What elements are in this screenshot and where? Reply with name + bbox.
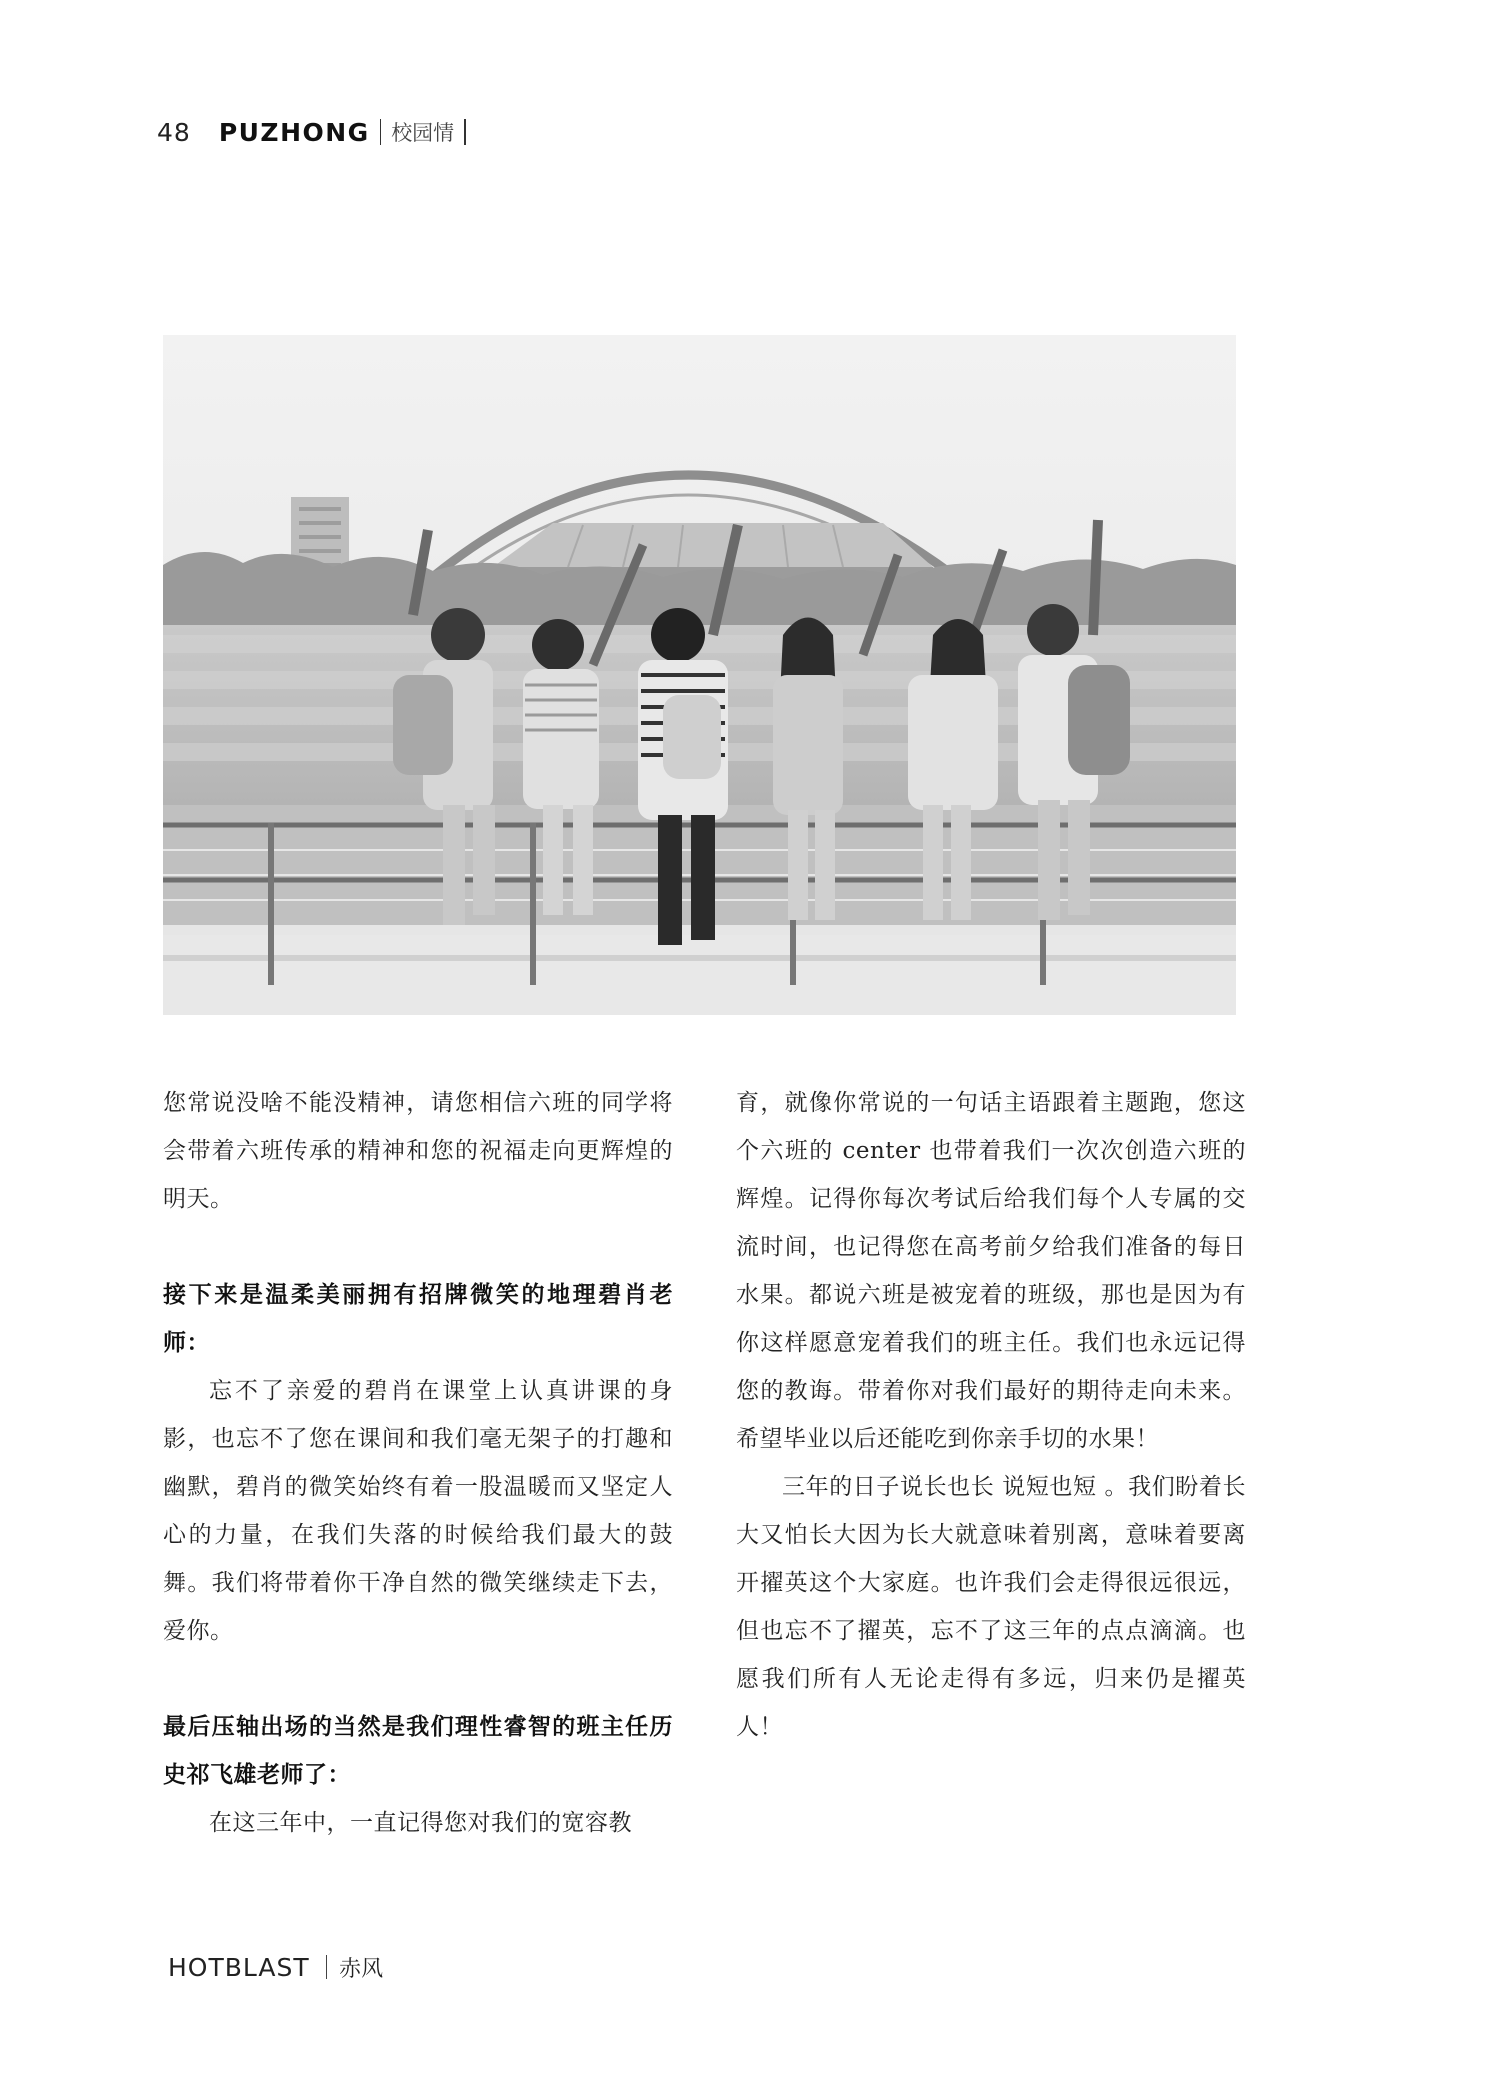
section-heading: 最后压轴出场的当然是我们理性睿智的班主任历史祁飞雄老师了：	[163, 1714, 673, 1788]
footer-label: 赤风	[339, 1956, 384, 1982]
article-column-left	[163, 1079, 673, 1847]
article-column-right	[736, 1079, 1246, 1751]
page-header	[157, 114, 476, 150]
paragraph: 忘不了亲爱的碧肖在课堂上认真讲课的身影，也忘不了您在课间和我们毫无架子的打趣和幽默，碧肖的微笑始终有着一股温暖而又坚定人心的力量，在我们失落的时候给我们最大的鼓舞。我们将带着你干净自然的微笑继续走下去，爱你。	[163, 1378, 673, 1644]
article-photo	[163, 335, 1236, 1015]
section-heading: 接下来是温柔美丽拥有招牌微笑的地理碧肖老师：	[163, 1282, 673, 1356]
paragraph: 三年的日子说长也长 说短也短 。我们盼着长大又怕长大因为长大就意味着别离，意味着要离开擢英这个大家庭。也许我们会走得很远很远，但也忘不了擢英，忘不了这三年的点点滴滴。也愿我们所有人无论走得有多远，归来仍是擢英人！	[736, 1474, 1246, 1740]
page-number: 48	[157, 117, 191, 147]
paragraph: 在这三年中，一直记得您对我们的宽容教	[209, 1810, 632, 1836]
header-divider-end	[464, 119, 466, 145]
photo-students-on-railing-icon	[163, 335, 1236, 1015]
paragraph: 育，就像你常说的一句话主语跟着主题跑，您这个六班的 center 也带着我们一次次创造六班的辉煌。记得你每次考试后给我们每个人专属的交流时间，也记得您在高考前夕给我们准备的每日水果。都说六班是被宠着的班级，那也是因为有你这样愿意宠着我们的班主任。我们也永远记得您的教诲。带着你对我们最好的期待走向未来。希望毕业以后还能吃到你亲手切的水果！	[736, 1090, 1246, 1452]
header-divider	[380, 119, 382, 145]
footer-brand: HOTBLAST	[168, 1952, 310, 1982]
page-footer	[168, 1950, 383, 1984]
magazine-brand: PUZHONG	[218, 117, 370, 147]
footer-divider	[326, 1955, 328, 1979]
section-title: 校园情	[391, 121, 455, 145]
paragraph: 您常说没啥不能没精神，请您相信六班的同学将会带着六班传承的精神和您的祝福走向更辉煌的明天。	[163, 1090, 673, 1212]
